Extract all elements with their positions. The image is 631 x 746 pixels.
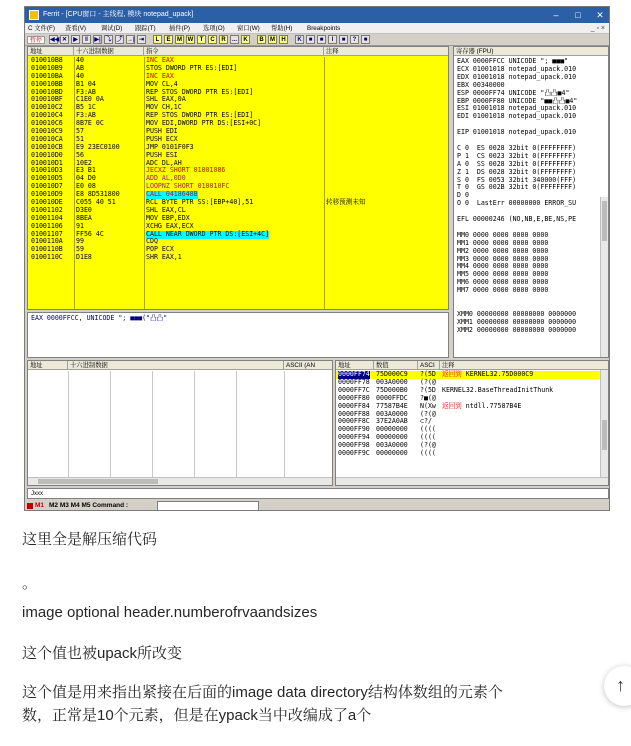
back-to-top-button[interactable]: ↑: [604, 666, 631, 706]
register-line[interactable]: MM4 0000 0000 0000 0000: [457, 262, 549, 271]
marker-buttons[interactable]: M2 M3 M4 M5 Command :: [49, 502, 129, 509]
stack-value: 75D000C9: [376, 370, 408, 378]
toolbar-button[interactable]: ✕: [61, 37, 68, 43]
maximize-button[interactable]: □: [575, 10, 581, 20]
row-address: 0100110B: [31, 245, 63, 254]
register-line[interactable]: MM2 0000 0000 0000 0000: [457, 246, 549, 255]
register-line[interactable]: MM0 0000 0000 0000 0000: [457, 230, 549, 239]
row-instruction: MOV EDI,DWORD PTR DS:[ESI+0C]: [146, 119, 262, 128]
article-line: 这个值是用来指出紧接在后面的image data directory结构体数组的元素个: [22, 684, 503, 701]
stack-value: 00000000: [376, 449, 408, 457]
row-address: 010010BA: [31, 71, 63, 80]
row-hex: 10E2: [76, 158, 92, 167]
disassembly-row[interactable]: [28, 231, 449, 239]
stack-ascii: (?(@: [420, 441, 436, 450]
stack-ascii-header[interactable]: ASCI: [418, 361, 440, 370]
stack-hscrollbar[interactable]: [336, 477, 609, 485]
row-address: 010010D5: [31, 174, 63, 183]
scroll-thumb[interactable]: [602, 420, 607, 450]
row-instruction: LOOPNZ SHORT 010010FC: [146, 182, 230, 191]
disassembly-row[interactable]: [28, 120, 449, 128]
register-line[interactable]: EAX 0000FFCC UNICODE "; ■■■": [457, 57, 569, 65]
row-hex: B5 1C: [76, 103, 96, 112]
row-instruction: CDQ: [146, 237, 158, 246]
menu-bar: [25, 23, 610, 34]
toolbar-button[interactable]: I: [328, 35, 337, 44]
row-instruction: ADD AL,0D0: [146, 174, 186, 183]
register-line[interactable]: P 1 CS 0023 32bit 0(FFFFFFFF): [457, 151, 577, 160]
menu-plugins[interactable]: 插件(P): [169, 25, 190, 32]
row-instruction: INC EAX: [146, 71, 174, 80]
row-address: 010010CA: [31, 134, 63, 143]
register-line[interactable]: S 0 FS 0053 32bit 340000(FFF): [457, 175, 577, 184]
row-instruction: MOV CH,1C: [146, 103, 182, 112]
row-address: 01001107: [31, 229, 63, 238]
grid-line: [110, 371, 111, 477]
register-line[interactable]: ESP 0000FF74 UNICODE "凸凸■4": [457, 88, 570, 97]
grid-line: [284, 371, 285, 477]
toolbar-button[interactable]: ■: [317, 35, 326, 44]
article-paragraph: 。: [22, 575, 38, 592]
toolbar: [25, 34, 610, 46]
row-instruction: STOS DWORD PTR ES:[EDI]: [146, 63, 238, 72]
stack-address: 0000FF84: [338, 401, 370, 410]
disassembly-row[interactable]: [28, 65, 449, 73]
toolbar-button[interactable]: K: [295, 35, 304, 44]
disassembly-row[interactable]: [28, 144, 449, 152]
row-hex: D1E8: [76, 253, 92, 262]
register-line[interactable]: EBX 00340000: [457, 80, 505, 89]
col-address-header[interactable]: 地址: [28, 47, 74, 56]
registers-header[interactable]: 寄存器 (FPU): [454, 47, 609, 56]
row-address: 010010D9: [31, 190, 63, 199]
minimize-button[interactable]: –: [553, 10, 559, 20]
stack-ascii: ⊂?/: [420, 417, 432, 426]
row-hex: FF56 4C: [76, 229, 104, 238]
register-line[interactable]: D 0: [457, 191, 469, 200]
command-input[interactable]: [157, 501, 259, 511]
row-instruction: PUSH ECX: [146, 134, 178, 143]
row-hex: 04 D0: [76, 174, 96, 183]
row-address: 010010BB: [31, 79, 63, 88]
row-instruction: INC EAX: [146, 56, 174, 64]
stack-value: 00000000: [376, 425, 408, 434]
row-instruction: XCHG EAX,ECX: [146, 221, 194, 230]
row-hex: 8BEA: [76, 213, 92, 222]
col-disasm-header[interactable]: 指令: [144, 47, 324, 56]
stack-ascii: (?(@: [420, 409, 436, 418]
status-bar: [25, 500, 610, 511]
register-line[interactable]: A 0 SS 0028 32bit 0(FFFFFFFF): [457, 159, 577, 168]
row-address: 01001106: [31, 221, 63, 230]
toolbar-button[interactable]: ...: [231, 37, 237, 43]
registers-pane[interactable]: [453, 46, 609, 358]
status-dot-icon: [27, 503, 33, 509]
stack-address: 0000FF7C: [338, 385, 370, 394]
stack-comment: KERNEL32.BaseThreadInitThunk: [442, 385, 554, 394]
stack-address: 0000FF80: [338, 393, 370, 402]
article-paragraph: 这个值也被upack所改变: [22, 645, 183, 662]
toolbar-button[interactable]: →|: [127, 37, 135, 43]
toolbar-button[interactable]: ▶|: [94, 37, 101, 43]
menu-debug[interactable]: 调试(D): [101, 25, 123, 32]
row-address: 0100110C: [31, 253, 63, 262]
dump-hex-header[interactable]: 十六进制数据: [68, 361, 284, 370]
register-line[interactable]: ECX 01001018 notepad_upack.010: [457, 64, 577, 73]
row-hex: E9 23EC0100: [76, 142, 120, 151]
toolbar-button[interactable]: W: [187, 37, 194, 43]
stack-address: 0000FF8C: [338, 417, 370, 426]
grid-line: [236, 371, 237, 477]
memory-dump-pane[interactable]: [27, 360, 333, 486]
stack-ascii: (?(@: [420, 377, 436, 386]
row-instruction: MOV EBP,EDX: [146, 213, 190, 222]
row-instruction: PUSH EDI: [146, 127, 178, 136]
toolbar-button[interactable]: ⤵: [105, 37, 112, 43]
toolbar-button[interactable]: ⤴: [116, 37, 123, 43]
stack-comment-header[interactable]: 注释: [440, 361, 609, 370]
article-paragraph: 这里全是解压缩代码: [22, 531, 158, 548]
stack-comment: 返回到 KERNEL32.75D000C9: [442, 370, 534, 378]
row-instruction: POP ECX: [146, 245, 174, 254]
toolbar-button[interactable]: ◀◀: [50, 37, 60, 43]
row-address: 010010C4: [31, 111, 63, 120]
register-line[interactable]: MM5 0000 0000 0000 0000: [457, 270, 549, 279]
stack-value: 003A0000: [376, 409, 408, 418]
stack-row[interactable]: [336, 450, 609, 458]
window-title: Ferrit - [CPU窗口 - 主线程, 模块 notepad_upack]: [43, 11, 194, 18]
stack-pane[interactable]: [335, 360, 609, 486]
register-line[interactable]: C 0 ES 0028 32bit 0(FFFFFFFF): [457, 143, 577, 152]
stack-scrollbar[interactable]: [600, 370, 608, 478]
toolbar-button[interactable]: B: [257, 35, 266, 44]
menu-file[interactable]: C 文件(F): [28, 25, 55, 32]
row-address: 01001104: [31, 213, 63, 222]
register-line[interactable]: EIP 01001018 notepad_upack.010: [457, 128, 577, 137]
row-instruction: SHL EAX,CL: [146, 205, 186, 214]
stack-ascii: N(Xw: [420, 401, 436, 410]
register-line[interactable]: EDX 01001018 notepad_upack.010: [457, 72, 577, 81]
toolbar-button[interactable]: ‖: [82, 35, 91, 44]
toolbar-button[interactable]: H: [279, 35, 288, 44]
debugger-window: [24, 6, 610, 511]
menu-view[interactable]: 查看(V): [65, 25, 86, 32]
menu-help[interactable]: 帮助(H): [271, 25, 293, 32]
disassembly-row[interactable]: [28, 254, 449, 262]
mdi-controls[interactable]: _ ▫ ×: [590, 25, 605, 32]
menu-window[interactable]: 窗口(W): [237, 25, 260, 32]
stack-ascii: ?■(@: [420, 393, 436, 402]
row-instruction: CALL NEAR DWORD PTR DS:[ESI+4C]: [146, 229, 270, 238]
dump-hscrollbar[interactable]: [28, 477, 333, 485]
row-hex: C1E0 0A: [76, 95, 104, 104]
register-line[interactable]: Z 1 DS 0028 32bit 0(FFFFFFFF): [457, 167, 577, 176]
row-address: 010010CB: [31, 142, 63, 151]
register-line[interactable]: EDI 01001018 notepad_upack.010: [457, 112, 577, 121]
stack-address: 0000FF9C: [338, 449, 370, 457]
row-instruction: RCL BYTE PTR SS:[EBP+40],51: [146, 198, 254, 207]
article-line: 数，正常是10个元素，但是在ypack当中改编成了a个: [22, 707, 372, 724]
register-line[interactable]: XMM0 00000000 00000000 0000000: [457, 309, 577, 318]
row-instruction: REP STOS DWORD PTR ES:[EDI]: [146, 87, 254, 96]
stack-address: 0000FF88: [338, 409, 370, 418]
row-hex: 51: [76, 134, 84, 143]
toolbar-button[interactable]: C: [208, 35, 217, 44]
register-line[interactable]: XMM2 00000000 00000000 0000000: [457, 325, 577, 334]
row-address: 010010B9: [31, 63, 63, 72]
register-line[interactable]: MM7 0000 0000 0000 0000: [457, 286, 549, 295]
col-hex-header[interactable]: 十六进制数据: [74, 47, 144, 56]
info-pane: [27, 312, 449, 358]
stack-ascii: ?(5D: [420, 385, 436, 394]
toolbar-button[interactable]: ⇥: [138, 37, 145, 43]
stack-value: 75D000B0: [376, 385, 408, 394]
grid-line: [194, 371, 195, 477]
toolbar-button[interactable]: M: [270, 37, 275, 43]
toolbar-button[interactable]: K: [241, 35, 250, 44]
row-hex: 40: [76, 71, 84, 80]
toolbar-button[interactable]: M: [177, 37, 182, 43]
disassembly-pane[interactable]: [27, 46, 449, 310]
disassembly-row[interactable]: [28, 57, 449, 65]
toolbar-button[interactable]: ▶: [71, 35, 80, 44]
row-instruction: REP STOS DWORD PTR ES:[EDI]: [146, 111, 254, 120]
row-address: 0100110A: [31, 237, 63, 246]
row-address: 010010DE: [31, 198, 63, 207]
row-instruction: JECXZ SHORT 01001086: [146, 166, 226, 175]
stack-address: 0000FF74: [338, 370, 370, 378]
register-line[interactable]: MM6 0000 0000 0000 0000: [457, 278, 549, 287]
row-address: 010010C9: [31, 127, 63, 136]
register-line[interactable]: T 0 GS 002B 32bit 0(FFFFFFFF): [457, 183, 577, 192]
row-instruction: SHR EAX,1: [146, 253, 182, 262]
toolbar-button[interactable]: R: [219, 35, 228, 44]
toolbar-button[interactable]: E: [164, 35, 173, 44]
command-line-label: Jxxx: [31, 491, 43, 497]
register-line[interactable]: ESI 01001018 notepad_upack.010: [457, 104, 577, 113]
stack-ascii: ?(5D: [420, 370, 436, 378]
row-hex: D3E0: [76, 205, 92, 214]
stack-value: 00000000: [376, 433, 408, 442]
stack-value: 0000FFDC: [376, 393, 408, 402]
toolbar-button[interactable]: ?: [350, 35, 359, 44]
row-hex: E0 08: [76, 182, 96, 191]
run-state-label: 暂停: [27, 36, 45, 44]
row-hex: 57: [76, 127, 84, 136]
stack-value: 77587B4E: [376, 401, 408, 410]
command-line[interactable]: [27, 488, 609, 499]
toolbar-button[interactable]: ■: [306, 35, 315, 44]
row-address: 010010D7: [31, 182, 63, 191]
row-comment: 转移预测未知: [326, 198, 366, 207]
toolbar-button[interactable]: ■: [361, 35, 370, 44]
article-paragraph: [22, 681, 503, 727]
row-hex: E8 8D531800: [76, 190, 120, 199]
row-instruction: JMP 0101F0F3: [146, 142, 194, 151]
register-line[interactable]: MM3 0000 0000 0000 0000: [457, 254, 549, 263]
stack-comment: 返回到 ntdll.77587B4E: [442, 401, 522, 410]
row-address: 010010BD: [31, 87, 63, 96]
row-instruction: MOV CL,4: [146, 79, 178, 88]
col-comment-header[interactable]: 注释: [324, 47, 449, 56]
row-hex: 40: [76, 56, 84, 64]
row-address: 010010D1: [31, 158, 63, 167]
toolbar-button[interactable]: ■: [339, 35, 348, 44]
grid-line: [152, 371, 153, 477]
register-line[interactable]: EFL 00000246 (NO,NB,E,BE,NS,PE: [457, 215, 577, 223]
disassembly-rows: [28, 57, 449, 262]
m1-button[interactable]: M1: [35, 502, 45, 509]
register-line[interactable]: O 0 LastErr 00000000 ERROR_SU: [457, 199, 577, 208]
row-address: 010010C6: [31, 119, 63, 128]
stack-address: 0000FF90: [338, 425, 370, 434]
stack-address: 0000FF78: [338, 377, 370, 386]
toolbar-button[interactable]: L: [153, 35, 162, 44]
row-address: 010010D3: [31, 166, 63, 175]
row-address: 010010C2: [31, 103, 63, 112]
dump-ascii-header[interactable]: ASCII (AN: [284, 361, 333, 370]
stack-value: 003A0000: [376, 441, 408, 450]
menu-breakpoints[interactable]: Breakpoints: [307, 25, 341, 32]
row-hex: 99: [76, 237, 84, 246]
title-bar[interactable]: [25, 7, 610, 23]
row-address: 010010D0: [31, 150, 63, 159]
register-line[interactable]: XMM1 00000000 00000000 0000000: [457, 317, 577, 326]
disassembly-row[interactable]: [28, 128, 449, 136]
scroll-thumb[interactable]: [38, 479, 158, 484]
row-hex: F3:AB: [76, 87, 96, 96]
row-hex: F3:AB: [76, 111, 96, 120]
stack-address: 0000FF94: [338, 433, 370, 442]
dump-address-header[interactable]: 地址: [28, 361, 68, 370]
stack-value: 37E2A0AB: [376, 417, 408, 426]
menu-options[interactable]: 选项(O): [203, 25, 225, 32]
register-line[interactable]: EBP 0000FF80 UNICODE "■■凸凸■4": [457, 96, 578, 105]
close-button[interactable]: ✕: [596, 10, 604, 20]
row-address: 01001102: [31, 205, 63, 214]
stack-address: 0000FF98: [338, 441, 370, 450]
row-hex: B1 04: [76, 79, 96, 88]
row-hex: C055 40 51: [76, 198, 116, 207]
stack-ascii: ((((: [420, 433, 436, 442]
row-hex: 56: [76, 150, 84, 159]
registers-scrollbar[interactable]: [600, 197, 608, 357]
stack-ascii: ((((: [420, 449, 436, 457]
row-address: 010010B8: [31, 56, 63, 64]
row-hex: 8B7E 0C: [76, 119, 104, 128]
row-hex: 91: [76, 221, 84, 230]
grid-line: [68, 371, 69, 477]
row-hex: 59: [76, 245, 84, 254]
row-instruction: SHL EAX,0A: [146, 95, 186, 104]
info-text: EAX 0000FFCC, UNICODE "; ■■■("凸凸": [31, 314, 168, 322]
stack-address-header[interactable]: 地址: [336, 361, 374, 370]
stack-value: 003A0000: [376, 377, 408, 386]
row-hex: E3 B1: [76, 166, 96, 175]
row-hex: AB: [76, 63, 84, 72]
menu-trace[interactable]: 跟踪(T): [135, 25, 156, 32]
scroll-thumb[interactable]: [602, 201, 607, 241]
register-line[interactable]: MM1 0000 0000 0000 0000: [457, 238, 549, 247]
app-icon: [29, 10, 39, 20]
row-instruction: PUSH ESI: [146, 150, 178, 159]
stack-ascii: ((((: [420, 425, 436, 434]
row-instruction: ADC DL,AH: [146, 158, 182, 167]
row-address: 010010BF: [31, 95, 63, 104]
toolbar-button[interactable]: T: [197, 35, 206, 44]
disassembly-row[interactable]: [28, 215, 449, 223]
article-paragraph: image optional header.numberofrvaandsizes: [22, 604, 318, 621]
stack-value-header[interactable]: 数值: [374, 361, 418, 370]
row-instruction: CALL 0418648B: [146, 190, 198, 199]
disassembly-row[interactable]: [28, 238, 449, 246]
